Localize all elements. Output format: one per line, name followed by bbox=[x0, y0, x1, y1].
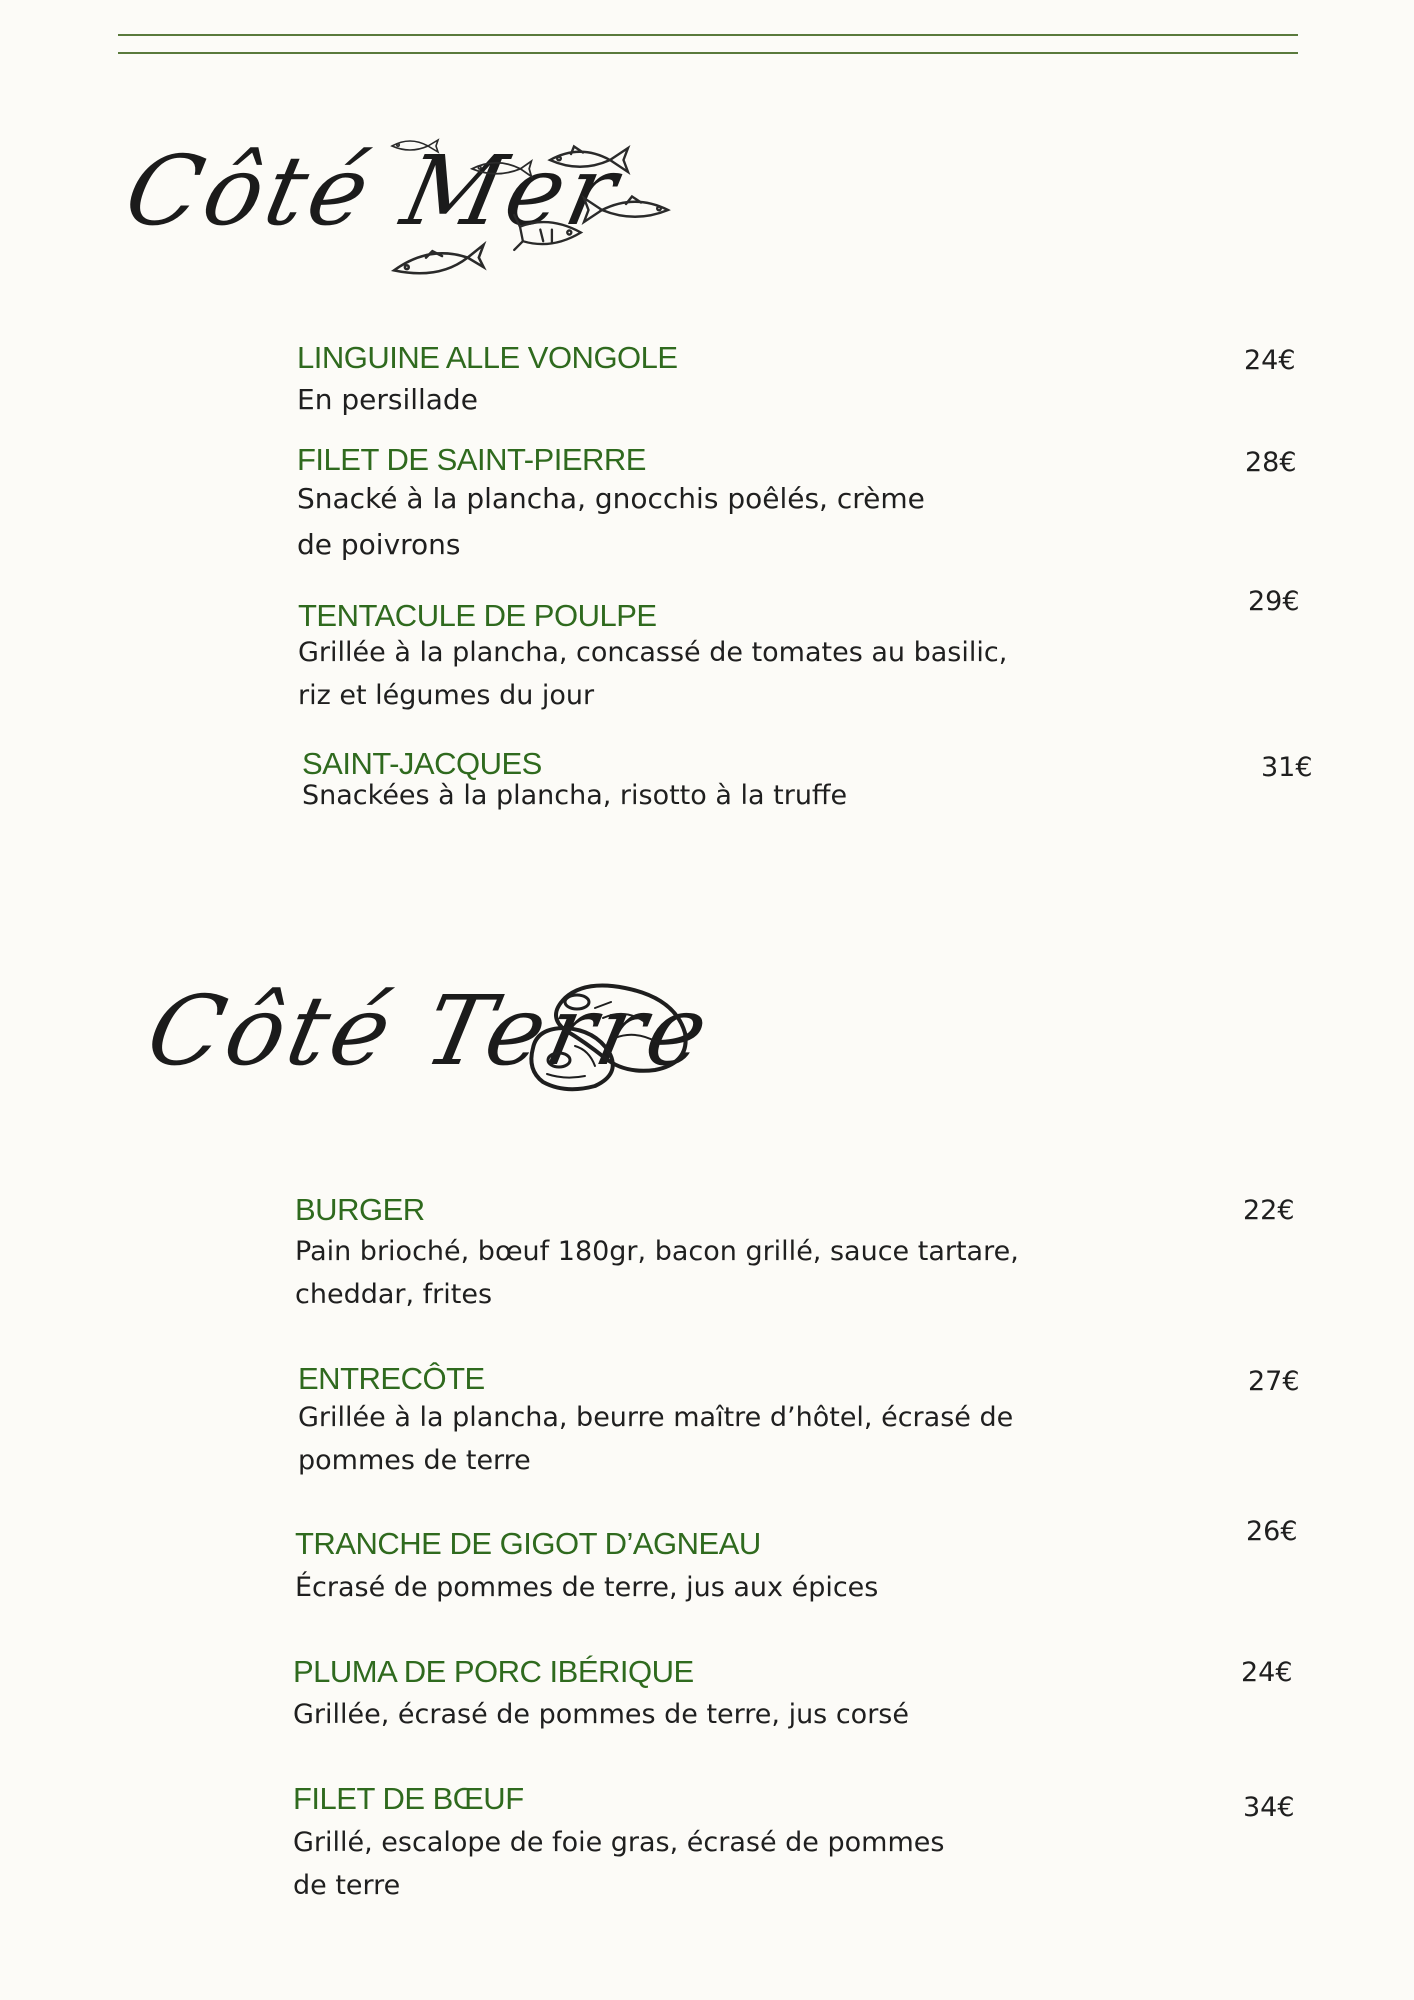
fish-3-icon bbox=[550, 147, 628, 173]
item-name: PLUMA DE PORC IBÉRIQUE bbox=[293, 1654, 694, 1689]
fish-school-icon bbox=[380, 130, 680, 290]
top-rule-upper bbox=[118, 34, 1298, 36]
item-description-line: cheddar, frites bbox=[295, 1279, 493, 1310]
item-description-line: Snackées à la plancha, risotto à la truffe bbox=[302, 780, 848, 811]
item-description-line: de poivrons bbox=[297, 528, 461, 561]
item-name: ENTRECÔTE bbox=[298, 1361, 485, 1396]
item-price: 27€ bbox=[1248, 1366, 1300, 1397]
steak-icon bbox=[525, 978, 705, 1098]
item-description-line: Pain brioché, bœuf 180gr, bacon grillé, sauce tartare, bbox=[295, 1236, 1019, 1267]
item-description-line: Grillée à la plancha, concassé de tomates au basilic, bbox=[298, 637, 1008, 668]
item-price: 29€ bbox=[1248, 586, 1300, 617]
item-price: 24€ bbox=[1241, 1657, 1293, 1688]
top-rule-lower bbox=[118, 52, 1298, 54]
item-name: TRANCHE DE GIGOT D’AGNEAU bbox=[295, 1526, 761, 1561]
item-name: TENTACULE DE POULPE bbox=[298, 598, 657, 633]
item-description-line: pommes de terre bbox=[298, 1445, 531, 1476]
item-name: LINGUINE ALLE VONGOLE bbox=[297, 340, 678, 375]
fish-1-icon bbox=[392, 140, 438, 152]
section-title-mer: Côté Mer bbox=[116, 135, 631, 247]
item-description-line: Snacké à la plancha, gnocchis poêlés, crème bbox=[297, 482, 925, 515]
item-name: FILET DE SAINT-PIERRE bbox=[297, 442, 646, 477]
item-price: 28€ bbox=[1245, 447, 1297, 478]
item-description-line: de terre bbox=[293, 1870, 401, 1901]
item-description-line: Écrasé de pommes de terre, jus aux épices bbox=[295, 1572, 879, 1603]
section-title-terre: Côté Terre bbox=[138, 975, 722, 1087]
fish-5-icon bbox=[514, 215, 581, 250]
fish-4-icon bbox=[584, 197, 668, 223]
item-description-line: riz et légumes du jour bbox=[298, 680, 595, 711]
item-name: BURGER bbox=[295, 1192, 425, 1227]
item-price: 22€ bbox=[1243, 1195, 1295, 1226]
item-description-line: En persillade bbox=[297, 383, 478, 416]
item-name: FILET DE BŒUF bbox=[293, 1781, 524, 1816]
item-description-line: Grillée, écrasé de pommes de terre, jus corsé bbox=[293, 1699, 909, 1730]
item-price: 24€ bbox=[1244, 345, 1296, 376]
item-price: 34€ bbox=[1243, 1792, 1295, 1823]
item-name: SAINT-JACQUES bbox=[302, 746, 542, 781]
fish-2-icon bbox=[472, 161, 531, 176]
fish-6-icon bbox=[394, 245, 484, 273]
item-price: 31€ bbox=[1261, 752, 1313, 783]
item-price: 26€ bbox=[1246, 1516, 1298, 1547]
item-description-line: Grillée à la plancha, beurre maître d’hôtel, écrasé de bbox=[298, 1402, 1014, 1433]
item-description-line: Grillé, escalope de foie gras, écrasé de pommes bbox=[293, 1827, 945, 1858]
